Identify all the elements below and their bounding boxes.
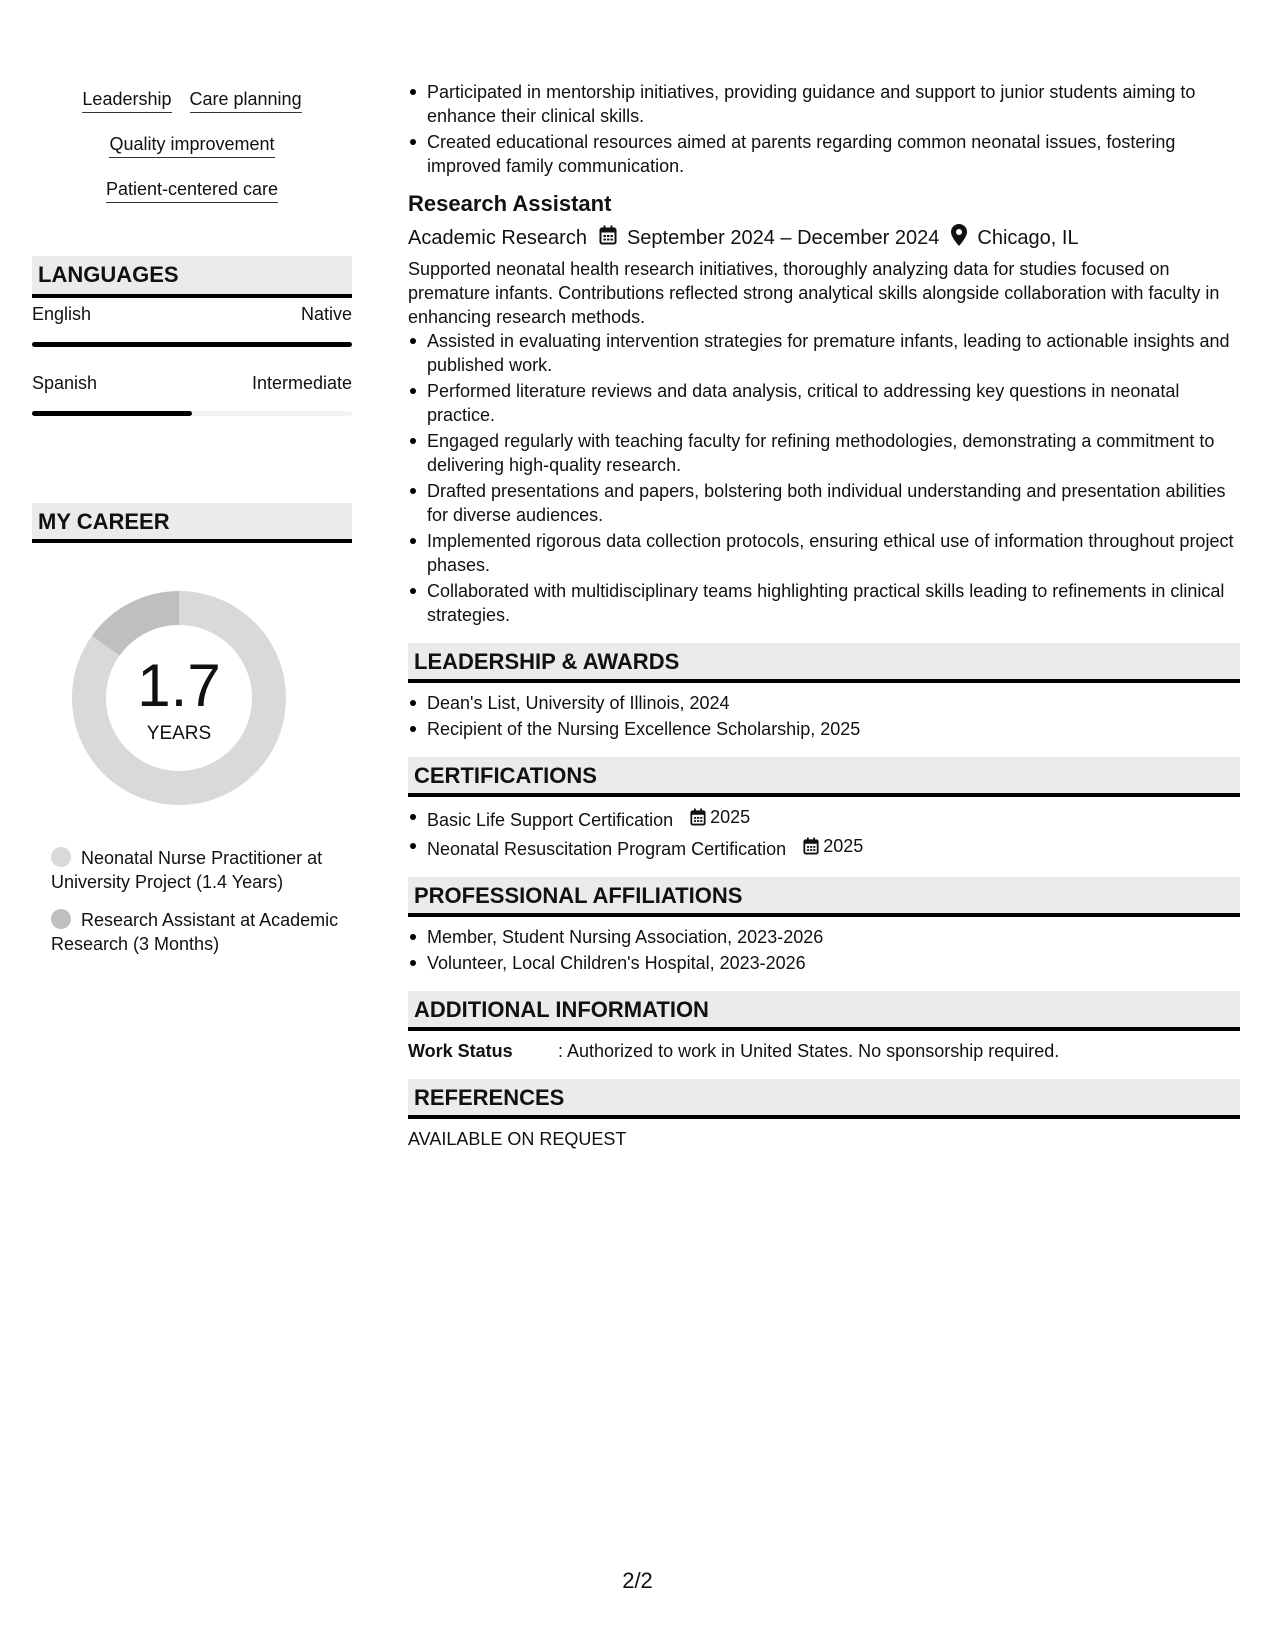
bullet-item: Assisted in evaluating intervention strategies for premature infants, leading to actionable insights and published work. bbox=[408, 329, 1240, 377]
affiliation-item: Member, Student Nursing Association, 2023-2026 bbox=[408, 925, 1240, 949]
skill-tag: Care planning bbox=[190, 88, 302, 113]
language-name: Spanish bbox=[32, 373, 98, 393]
career-total-unit: YEARS bbox=[146, 723, 212, 744]
language-name: English bbox=[32, 304, 92, 324]
job-description: Supported neonatal health research initiatives, thoroughly analyzing data for studies focused on premature infants. Contributions reflected strong analytical skills alongside collaboration with faculty in enhancing research methods. bbox=[408, 259, 1220, 327]
career-legend bbox=[51, 846, 341, 970]
legend-label: Neonatal Nurse Practitioner at University Project (1.4 Years) bbox=[51, 848, 323, 892]
awards-heading: LEADERSHIP & AWARDS bbox=[408, 643, 1240, 683]
bullet-item: Performed literature reviews and data analysis, critical to addressing key questions in neonatal practice. bbox=[408, 379, 1240, 427]
language-level: Intermediate bbox=[251, 373, 352, 393]
job-location: Chicago, IL bbox=[977, 226, 1079, 249]
awards-list bbox=[408, 691, 1240, 741]
page-number: 2/2 bbox=[622, 1568, 653, 1593]
skills-row bbox=[32, 127, 352, 172]
skill-tag: Quality improvement bbox=[109, 133, 274, 158]
work-status-row bbox=[408, 1039, 1240, 1063]
award-item: Recipient of the Nursing Excellence Scholarship, 2025 bbox=[408, 717, 1240, 741]
references-text: AVAILABLE ON REQUEST bbox=[408, 1129, 627, 1149]
bullet-item: Collaborated with multidisciplinary teams highlighting practical skills leading to refinements in clinical strategies. bbox=[408, 579, 1240, 627]
career-heading: MY CAREER bbox=[32, 503, 352, 543]
languages-heading: LANGUAGES bbox=[32, 256, 352, 298]
additional-info-heading: ADDITIONAL INFORMATION bbox=[408, 991, 1240, 1031]
job-title: Research Assistant bbox=[408, 191, 612, 216]
right-column bbox=[408, 80, 1240, 1151]
skills-row bbox=[32, 172, 352, 217]
bullet-item: Participated in mentorship initiatives, providing guidance and support to junior students aiming to enhance their clinical skills. bbox=[408, 80, 1240, 128]
career-legend-item bbox=[51, 908, 341, 956]
skill-tag: Leadership bbox=[82, 88, 171, 113]
certifications-heading: CERTIFICATIONS bbox=[408, 757, 1240, 797]
previous-job-bullets bbox=[408, 80, 1240, 178]
legend-swatch bbox=[51, 847, 71, 867]
bullet-item: Implemented rigorous data collection protocols, ensuring ethical use of information throughout project phases. bbox=[408, 529, 1240, 577]
language-item bbox=[32, 304, 352, 347]
references-heading: REFERENCES bbox=[408, 1079, 1240, 1119]
certifications-list bbox=[408, 805, 1240, 861]
left-column bbox=[32, 82, 352, 954]
job-bullets bbox=[408, 329, 1240, 627]
language-proficiency-fill bbox=[32, 342, 352, 347]
certification-year: 2025 bbox=[710, 807, 751, 827]
language-proficiency-fill bbox=[32, 411, 192, 416]
certification-year: 2025 bbox=[823, 836, 864, 856]
award-item: Dean's List, University of Illinois, 2024 bbox=[408, 691, 1240, 715]
skills-row bbox=[32, 82, 352, 127]
language-level: Native bbox=[300, 304, 352, 324]
job-dates: September 2024 – December 2024 bbox=[626, 226, 940, 249]
career-legend-item bbox=[51, 846, 341, 894]
affiliations-heading: PROFESSIONAL AFFILIATIONS bbox=[408, 877, 1240, 917]
bullet-item: Drafted presentations and papers, bolstering both individual understanding and presentation abilities for diverse audiences. bbox=[408, 479, 1240, 527]
job-meta bbox=[408, 221, 1240, 255]
map-pin-icon bbox=[951, 224, 967, 252]
language-proficiency-bar bbox=[32, 411, 352, 416]
language-proficiency-bar bbox=[32, 342, 352, 347]
certification-item bbox=[408, 805, 1240, 832]
certification-name: Neonatal Resuscitation Program Certification bbox=[427, 839, 787, 859]
skills-list bbox=[32, 82, 352, 217]
work-status-value: : Authorized to work in United States. No sponsorship required. bbox=[558, 1041, 1060, 1061]
career-donut-chart bbox=[66, 585, 292, 811]
calendar-icon bbox=[803, 837, 819, 855]
affiliation-item: Volunteer, Local Children's Hospital, 2023-2026 bbox=[408, 951, 1240, 975]
work-status-label: Work Status bbox=[408, 1041, 513, 1061]
bullet-item: Created educational resources aimed at parents regarding common neonatal issues, fostering improved family communication. bbox=[408, 130, 1240, 178]
legend-swatch bbox=[51, 909, 71, 929]
calendar-icon bbox=[599, 225, 617, 251]
legend-label: Research Assistant at Academic Research (3 Months) bbox=[51, 910, 339, 954]
job-company: Academic Research bbox=[408, 226, 587, 249]
certification-name: Basic Life Support Certification bbox=[427, 810, 674, 830]
affiliations-list bbox=[408, 925, 1240, 975]
career-total-value: 1.7 bbox=[137, 652, 221, 719]
calendar-icon bbox=[690, 808, 706, 826]
skill-tag: Patient-centered care bbox=[106, 178, 278, 203]
language-item bbox=[32, 373, 352, 416]
bullet-item: Engaged regularly with teaching faculty for refining methodologies, demonstrating a commitment to delivering high-quality research. bbox=[408, 429, 1240, 477]
certification-item bbox=[408, 834, 1240, 861]
